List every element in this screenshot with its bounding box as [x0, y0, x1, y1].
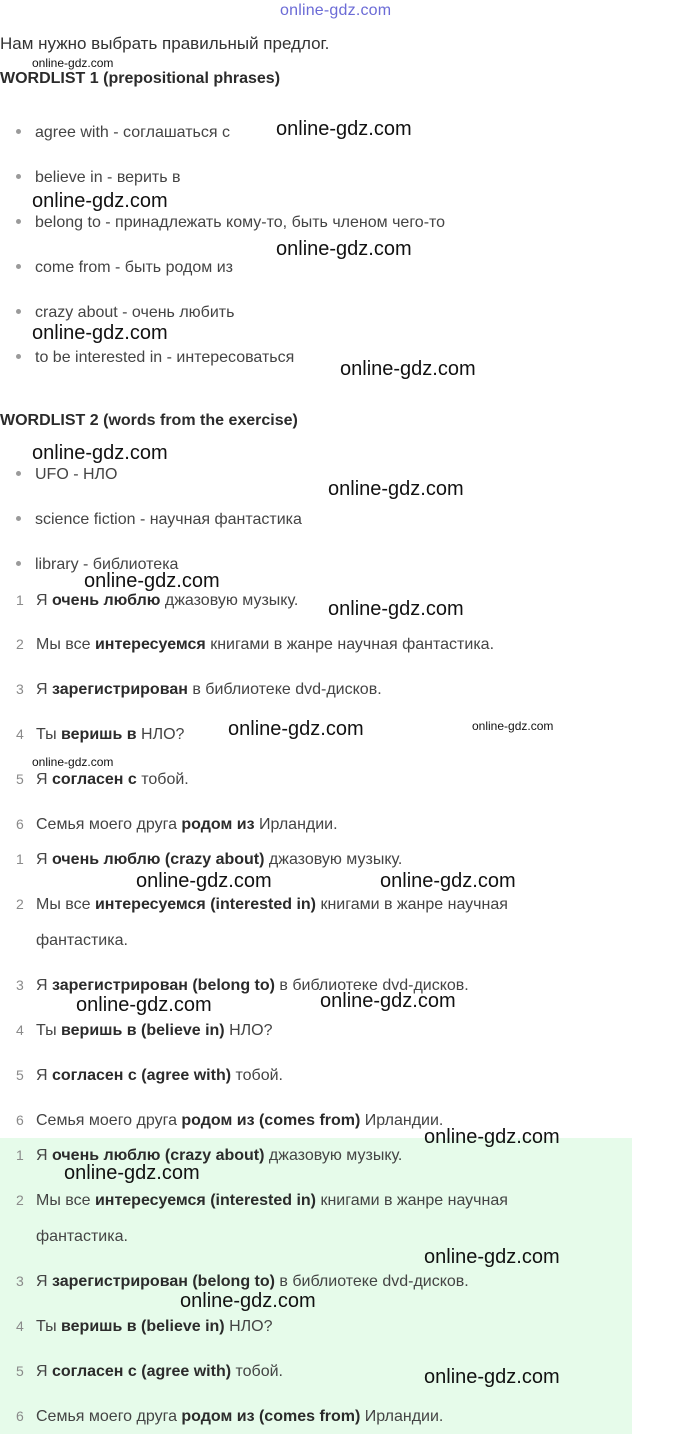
- answer-row: [16, 1067, 283, 1085]
- answer-row: [16, 1318, 272, 1336]
- row-number: 6: [16, 1408, 24, 1424]
- task-row: [16, 681, 382, 699]
- row-pre: Мы все: [36, 1192, 95, 1209]
- task-row: [16, 636, 494, 654]
- row-number: 5: [16, 1067, 24, 1083]
- row-post: Ирландии.: [360, 1112, 444, 1129]
- watermark: online-gdz.com: [32, 442, 168, 464]
- wordlist2-heading: WORDLIST 2 (words from the exercise): [0, 412, 298, 429]
- bullet-icon: [16, 471, 21, 476]
- row-pre: Я: [36, 1147, 52, 1164]
- watermark: online-gdz.com: [424, 1366, 560, 1388]
- task-row: [16, 726, 184, 744]
- row-pre: Семья моего друга: [36, 1112, 182, 1129]
- bullet-icon: [16, 561, 21, 566]
- row-number: 2: [16, 1192, 24, 1208]
- row-number: 2: [16, 636, 24, 652]
- task-row: [16, 592, 298, 610]
- list-item: [16, 349, 294, 367]
- row-pre: Ты: [36, 1318, 62, 1335]
- row-pre: Семья моего друга: [36, 1408, 182, 1425]
- row-pre: Я: [36, 771, 52, 788]
- row-post: книгами в жанре научная: [316, 896, 508, 913]
- row-post: Ирландии.: [360, 1408, 444, 1425]
- bullet-icon: [16, 264, 21, 269]
- row-number: 4: [16, 1022, 24, 1038]
- row-pre: Мы все: [36, 636, 95, 653]
- list-item: [16, 466, 118, 484]
- row-bold: интересуемся (interested in): [94, 896, 316, 913]
- watermark: online-gdz.com: [32, 190, 168, 212]
- row-bold: зарегистрирован (belong to): [52, 1273, 275, 1290]
- answer-row: [16, 1022, 272, 1040]
- watermark: online-gdz.com: [136, 870, 272, 892]
- watermark: online-gdz.com: [380, 870, 516, 892]
- row-pre: Я: [36, 977, 52, 994]
- row-bold: родом из (comes from): [181, 1408, 361, 1425]
- row-post: НЛО?: [224, 1022, 273, 1039]
- row-pre: Семья моего друга: [36, 816, 182, 833]
- watermark: online-gdz.com: [276, 118, 412, 140]
- task-row: [16, 816, 338, 834]
- row-number: 1: [16, 592, 24, 608]
- answer-continuation: фантастика.: [36, 932, 128, 949]
- row-bold: веришь в: [61, 726, 137, 743]
- list-item-text: UFO - НЛО: [35, 466, 118, 483]
- bullet-icon: [16, 174, 21, 179]
- watermark: online-gdz.com: [64, 1162, 200, 1184]
- bullet-icon: [16, 516, 21, 521]
- watermark: online-gdz.com: [32, 755, 114, 769]
- row-pre: Я: [36, 1273, 52, 1290]
- row-bold: родом из: [181, 816, 255, 833]
- answer-row: [16, 1112, 443, 1130]
- row-pre: Я: [36, 681, 52, 698]
- list-item-text: crazy about - очень любить: [35, 304, 235, 321]
- answer-row: [16, 1408, 443, 1426]
- row-bold: родом из (comes from): [181, 1112, 361, 1129]
- row-number: 4: [16, 1318, 24, 1334]
- row-post: тобой.: [231, 1067, 283, 1084]
- row-number: 3: [16, 681, 24, 697]
- row-bold: интересуемся (interested in): [94, 1192, 316, 1209]
- watermark: online-gdz.com: [472, 719, 554, 733]
- bullet-icon: [16, 354, 21, 359]
- list-item: [16, 511, 302, 529]
- answer-row: [16, 896, 508, 914]
- row-bold: очень люблю (crazy about): [52, 851, 265, 868]
- bullet-icon: [16, 219, 21, 224]
- row-pre: Я: [36, 1363, 52, 1380]
- list-item-text: to be interested in - интересоваться: [35, 349, 295, 366]
- row-post: джазовую музыку.: [264, 851, 403, 868]
- wordlist1-heading: WORDLIST 1 (prepositional phrases): [0, 70, 281, 87]
- row-number: 3: [16, 977, 24, 993]
- list-item-text: science fiction - научная фантастика: [35, 511, 302, 528]
- site-watermark-top: online-gdz.com: [280, 2, 392, 19]
- row-number: 4: [16, 726, 24, 742]
- row-pre: Я: [36, 592, 52, 609]
- task-row: [16, 771, 189, 789]
- watermark: online-gdz.com: [228, 718, 364, 740]
- row-post: тобой.: [136, 771, 189, 788]
- answer-row: [16, 1192, 508, 1210]
- row-pre: Я: [36, 851, 52, 868]
- watermark: online-gdz.com: [84, 570, 220, 592]
- row-bold: очень люблю: [52, 592, 161, 609]
- bullet-icon: [16, 129, 21, 134]
- watermark: online-gdz.com: [328, 598, 464, 620]
- row-post: книгами в жанре научная фантастика.: [205, 636, 495, 653]
- row-bold: очень люблю (crazy about): [52, 1147, 265, 1164]
- list-item: [16, 259, 233, 277]
- watermark: online-gdz.com: [340, 358, 476, 380]
- row-bold: согласен с (agree with): [52, 1363, 232, 1380]
- row-number: 6: [16, 1112, 24, 1128]
- watermark: online-gdz.com: [32, 56, 114, 70]
- row-bold: согласен с: [52, 771, 137, 788]
- watermark: online-gdz.com: [424, 1126, 560, 1148]
- row-pre: Я: [36, 1067, 52, 1084]
- row-number: 2: [16, 896, 24, 912]
- list-item-text: belong to - принадлежать кому-то, быть членом чего-то: [35, 214, 446, 231]
- list-item-text: believe in - верить в: [35, 169, 181, 186]
- row-bold: интересуемся: [94, 636, 206, 653]
- row-pre: Ты: [36, 1022, 62, 1039]
- watermark: online-gdz.com: [328, 478, 464, 500]
- answer-row: [16, 851, 402, 869]
- watermark: online-gdz.com: [76, 994, 212, 1016]
- row-post: НЛО?: [136, 726, 185, 743]
- list-item-text: agree with - соглашаться с: [35, 124, 230, 141]
- row-bold: веришь в (believe in): [61, 1022, 225, 1039]
- row-bold: зарегистрирован (belong to): [52, 977, 275, 994]
- list-item: [16, 124, 230, 142]
- row-number: 6: [16, 816, 24, 832]
- row-post: в библиотеке dvd-дисков.: [274, 1273, 469, 1290]
- row-post: НЛО?: [224, 1318, 273, 1335]
- watermark: online-gdz.com: [320, 990, 456, 1012]
- row-post: в библиотеке dvd-дисков.: [187, 681, 382, 698]
- row-post: тобой.: [231, 1363, 283, 1380]
- answer-row: [16, 1273, 469, 1291]
- watermark: online-gdz.com: [180, 1290, 316, 1312]
- row-number: 5: [16, 771, 24, 787]
- answer-row: [16, 1363, 283, 1381]
- row-post: джазовую музыку.: [264, 1147, 403, 1164]
- watermark: online-gdz.com: [424, 1246, 560, 1268]
- row-number: 3: [16, 1273, 24, 1289]
- row-number: 5: [16, 1363, 24, 1379]
- bullet-icon: [16, 309, 21, 314]
- watermark: online-gdz.com: [32, 322, 168, 344]
- list-item: [16, 214, 445, 232]
- row-bold: веришь в (believe in): [61, 1318, 225, 1335]
- row-pre: Ты: [36, 726, 62, 743]
- list-item: [16, 304, 234, 322]
- row-bold: зарегистрирован: [52, 681, 188, 698]
- row-post: в библиотеке dvd-дисков.: [274, 977, 469, 994]
- list-item-text: come from - быть родом из: [35, 259, 233, 276]
- watermark: online-gdz.com: [276, 238, 412, 260]
- row-pre: Мы все: [36, 896, 95, 913]
- intro-text: Нам нужно выбрать правильный предлог.: [0, 34, 330, 53]
- row-bold: согласен с (agree with): [52, 1067, 232, 1084]
- row-post: джазовую музыку.: [160, 592, 299, 609]
- list-item: [16, 169, 180, 187]
- row-post: Ирландии.: [254, 816, 338, 833]
- list-item-text: library - библиотека: [35, 556, 179, 573]
- answer-continuation: фантастика.: [36, 1228, 128, 1245]
- row-post: книгами в жанре научная: [316, 1192, 508, 1209]
- row-number: 1: [16, 1147, 24, 1163]
- row-number: 1: [16, 851, 24, 867]
